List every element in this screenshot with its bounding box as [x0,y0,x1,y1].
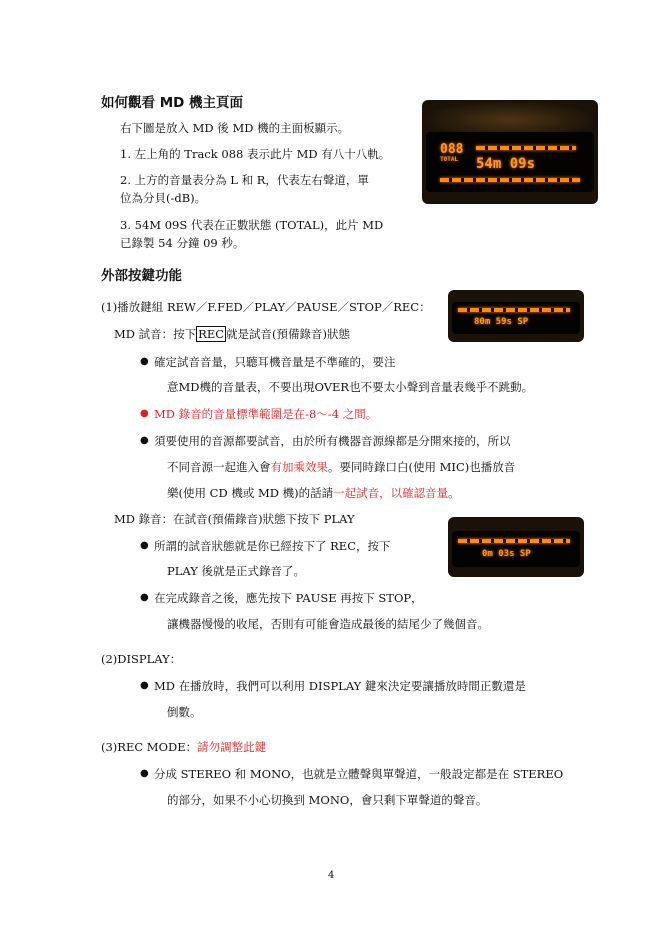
list-item: 位為分貝(-dB)。 [120,191,207,205]
bullet-item-cont: 的部分，如果不小心切換到 MONO，會只剩下單聲道的聲音。 [167,793,488,807]
test-time-readout: 80m 59s SP [474,317,529,327]
group-heading: (1)播放鍵組 REW／F.FED／PLAY／PAUSE／STOP／REC： [101,300,431,314]
bullet-item: ● MD 在播放時，我們可以利用 DISPLAY 鍵來決定要讓播放時間正數還是 [154,678,526,694]
list-item: 1. 左上角的 Track 088 表示此片 MD 有八十八軌。 [120,147,391,161]
md-test-display-photo [448,290,584,342]
bullet-item-cont: 讓機器慢慢的收尾，否則有可能會造成最後的結尾少了幾個音。 [167,617,489,631]
time-readout: 54m 09s [476,156,536,172]
bullet-item-red: ● MD 錄音的音量標準範圍是在-8～-4 之間。 [154,406,377,422]
bullet-item: ● 確定試音音量，只聽耳機音量是不準確的，要注 [154,354,396,370]
rec-time-readout: 0m 03s SP [482,549,531,559]
bullet-item-cont: PLAY 後就是正式錄音了。 [167,564,305,578]
track-readout: 088 [440,142,464,157]
bullet-item: ● 須要使用的音源都要試音，由於所有機器音源線都是分開來接的，所以 [154,433,511,449]
md-main-display-photo [422,100,598,204]
bullet-item: ● 在完成錄音之後，應先按下 PAUSE 再按下 STOP， [154,590,423,606]
group-heading: (3)REC MODE：請勿調整此鍵 [101,740,267,754]
list-item: 3. 54M 09S 代表在正數狀態 (TOTAL)，此片 MD [120,218,384,232]
bullet-item-cont: 不同音源一起進入會有加乘效果。要同時錄口白(使用 MIC)也播放音 [167,460,516,474]
rec-key-label: REC [198,327,225,341]
md-rec-line: MD 錄音：在試音(預備錄音)狀態下按下 PLAY [114,512,355,526]
list-item: 2. 上方的音量表分為 L 和 R，代表左右聲道，單 [120,173,369,187]
md-test-line: MD 試音：按下 REC 就是試音(預備錄音)狀態 [114,327,350,341]
list-item: 已錄製 54 分鐘 09 秒。 [120,236,245,250]
group-heading: (2)DISPLAY： [101,652,182,666]
bullet-item: ● 所謂的試音狀態就是你已經按下了 REC，按下 [154,538,391,554]
bullet-item-cont: 倒數。 [167,705,202,719]
intro-text: 右下圖是放入 MD 後 MD 機的主面板顯示。 [120,121,350,135]
md-rec-display-photo [448,517,584,577]
bullet-item-cont: 意MD機的音量表，不要出現OVER也不要太小聲到音量表幾乎不跳動。 [167,380,534,394]
bullet-item: ● 分成 STEREO 和 MONO，也就是立體聲與單聲道，一般設定都是在 STEREO [154,766,563,782]
bullet-item-cont: 樂(使用 CD 機或 MD 機)的話請一起試音，以確認音量。 [167,486,460,500]
section-title-md-main: 如何觀看 MD 機主頁面 [101,95,244,111]
total-label: TOTAL [440,156,459,163]
section-title-keys: 外部按鍵功能 [101,268,182,284]
page-number: 4 [328,870,335,881]
